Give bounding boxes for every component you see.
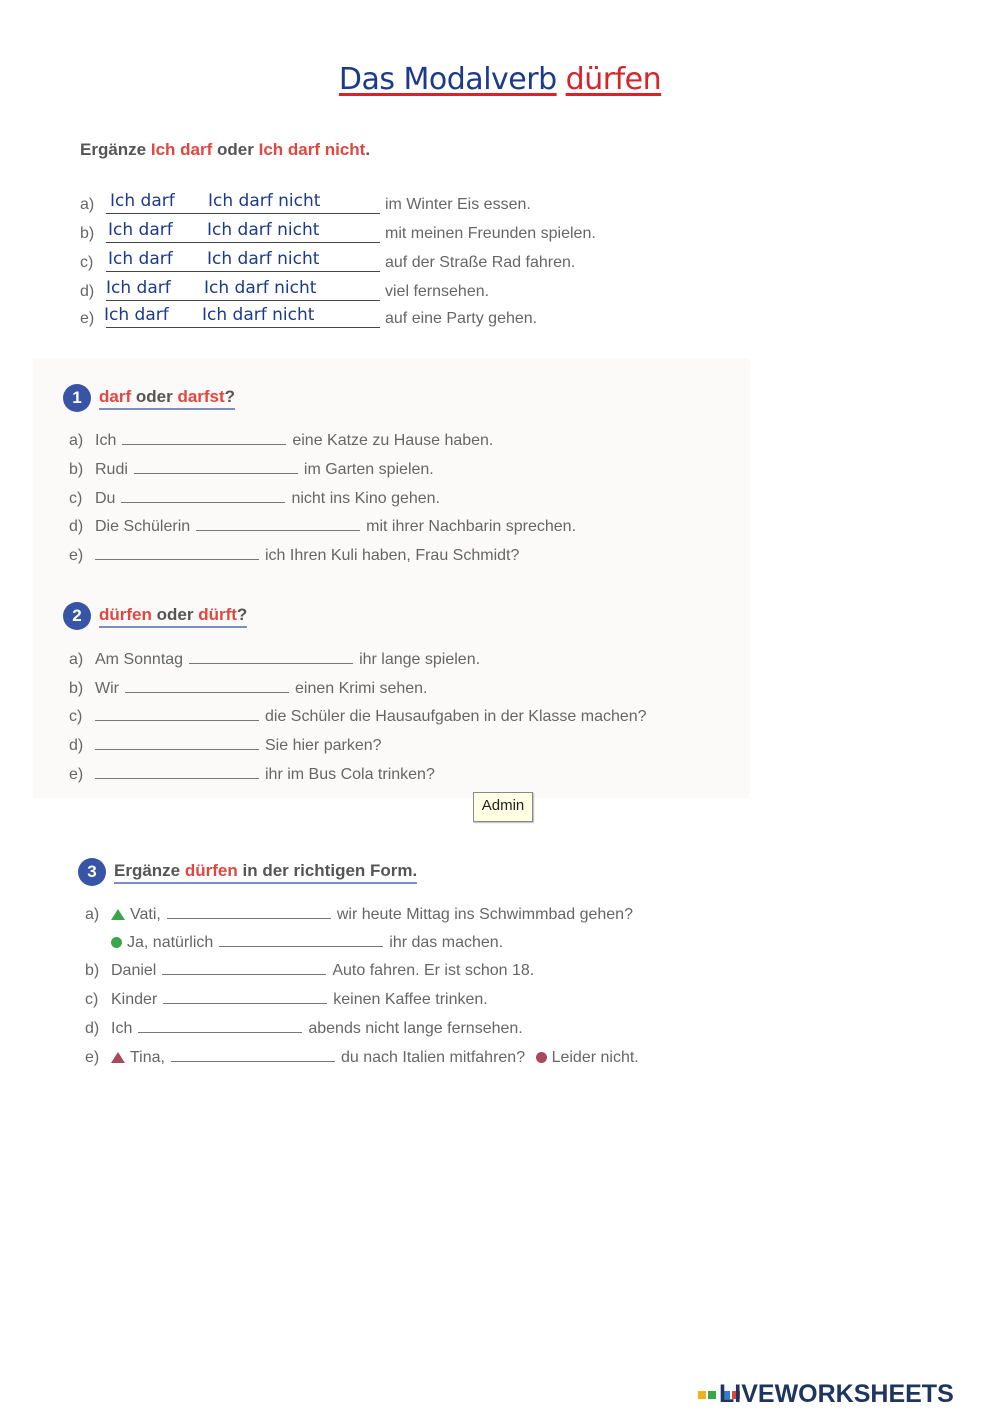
answer-blank[interactable] xyxy=(121,488,285,503)
exercise3-row-a-reply: Ja, natürlich ihr das machen. xyxy=(85,932,503,954)
exercise2-row-c: c) die Schüler die Hausaufgaben in der Klasse machen? xyxy=(69,708,647,725)
answer-blank[interactable] xyxy=(219,932,383,947)
answer-blank[interactable] xyxy=(163,989,327,1004)
exercise1-row-c: c) Du nicht ins Kino gehen. xyxy=(69,490,440,507)
exercise3-row-d: d) Ich abends nicht lange fernsehen. xyxy=(85,1020,523,1037)
exercise1-row-b: b) Rudi im Garten spielen. xyxy=(69,461,434,478)
top-row-e: e) Ich darf Ich darf nicht auf eine Party gehen. xyxy=(80,302,680,330)
scanned-panel xyxy=(33,358,750,798)
exercise1-row-e: e) ich Ihren Kuli haben, Frau Schmidt? xyxy=(69,547,520,564)
circle-marker-icon xyxy=(111,937,122,948)
top-instruction: Ergänze Ich darf oder Ich darf nicht. xyxy=(80,140,371,159)
exercise2-heading: 2 dürfen oder dürft? xyxy=(63,602,247,630)
exercise3-row-b: b) Daniel Auto fahren. Er ist schon 18. xyxy=(85,962,535,979)
answer-field[interactable]: Ich darf Ich darf nicht xyxy=(106,274,380,301)
answer-blank[interactable] xyxy=(125,678,289,693)
answer-blank[interactable] xyxy=(138,1018,302,1033)
logo-text: LIVEWORKSHEETS xyxy=(719,1380,954,1408)
exercise2-row-d: d) Sie hier parken? xyxy=(69,737,382,754)
number-badge: 3 xyxy=(78,858,106,886)
exercise1-row-d: d) Die Schülerin mit ihrer Nachbarin sprechen. xyxy=(69,518,577,535)
answer-blank[interactable] xyxy=(171,1047,335,1062)
exercise1-heading: 1 darf oder darfst? xyxy=(63,384,235,412)
top-row-a: a) Ich darf Ich darf nicht im Winter Eis essen. xyxy=(80,188,680,216)
top-row-d: d) Ich darf Ich darf nicht viel fernsehen. xyxy=(80,275,680,303)
answer-blank[interactable] xyxy=(134,459,298,474)
exercise2-row-a: a) Am Sonntag ihr lange spielen. xyxy=(69,651,481,668)
exercise3-heading: 3 Ergänze dürfen in der richtigen Form. xyxy=(78,858,417,886)
exercise2-row-b: b) Wir einen Krimi sehen. xyxy=(69,680,428,697)
number-badge: 1 xyxy=(63,384,91,412)
answer-blank[interactable] xyxy=(95,545,259,560)
answer-field[interactable]: Ich darf Ich darf nicht xyxy=(106,216,380,243)
exercise1-row-a: a) Ich eine Katze zu Hause haben. xyxy=(69,432,494,449)
top-row-c: c) Ich darf Ich darf nicht auf der Straße Rad fahren. xyxy=(80,246,680,274)
answer-blank[interactable] xyxy=(95,735,259,750)
answer-blank[interactable] xyxy=(95,706,259,721)
answer-field[interactable]: Ich darf Ich darf nicht xyxy=(106,301,380,328)
answer-field[interactable]: Ich darf Ich darf nicht xyxy=(106,245,380,272)
answer-field[interactable]: Ich darf Ich darf nicht xyxy=(106,187,380,214)
number-badge: 2 xyxy=(63,602,91,630)
answer-blank[interactable] xyxy=(167,904,331,919)
triangle-marker-icon xyxy=(111,909,125,920)
circle-marker-icon xyxy=(536,1052,547,1063)
exercise3-row-e: e) Tina, du nach Italien mitfahren? Leider nicht. xyxy=(85,1049,639,1066)
exercise3-row-a: a) Vati, wir heute Mittag ins Schwimmbad gehen? xyxy=(85,906,633,923)
liveworksheets-logo xyxy=(697,1380,954,1410)
answer-blank[interactable] xyxy=(122,430,286,445)
answer-blank[interactable] xyxy=(189,649,353,664)
top-row-b: b) Ich darf Ich darf nicht mit meinen Freunden spielen. xyxy=(80,217,680,245)
exercise2-row-e: e) ihr im Bus Cola trinken? xyxy=(69,766,435,783)
answer-blank[interactable] xyxy=(95,764,259,779)
triangle-marker-icon xyxy=(111,1052,125,1063)
exercise3-row-c: c) Kinder keinen Kaffee trinken. xyxy=(85,991,488,1008)
title-part1: Das Modalverb xyxy=(338,62,557,97)
admin-button[interactable]: Admin xyxy=(473,792,533,822)
answer-blank[interactable] xyxy=(162,960,326,975)
logo-grid-icon xyxy=(697,1390,719,1400)
title-part2: dürfen xyxy=(565,62,662,97)
answer-blank[interactable] xyxy=(196,516,360,531)
page-title xyxy=(0,62,1000,97)
